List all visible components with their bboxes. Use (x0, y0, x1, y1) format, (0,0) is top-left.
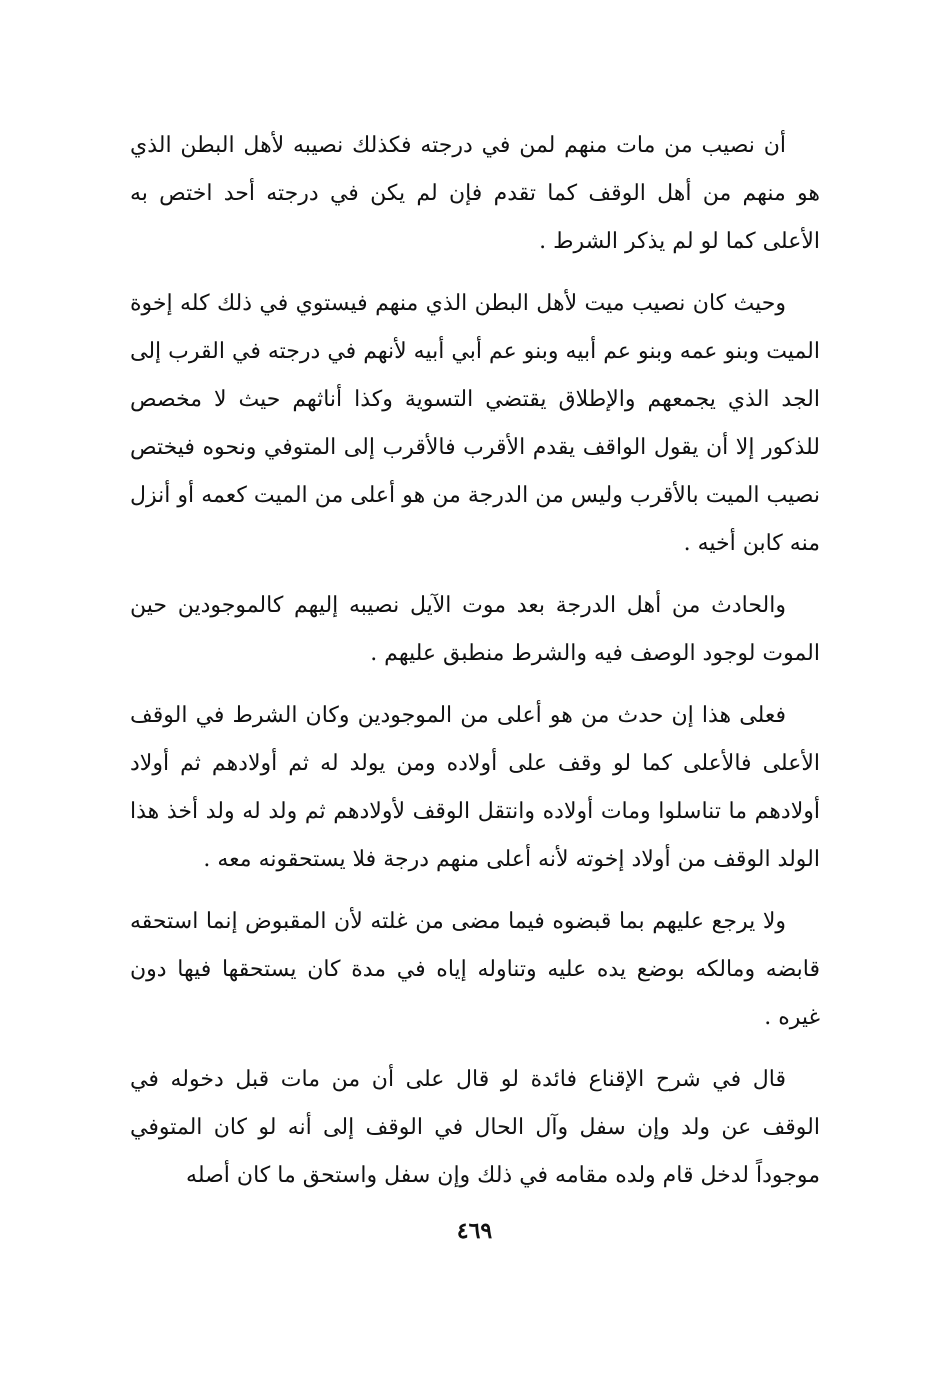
paragraph: وحيث كان نصيب ميت لأهل البطن الذي منهم فيستوي في ذلك كله إخوة الميت وبنو عمه وبنو عم أبيه وبنو عم أبي أبيه لأنهم في درجته في القرب إلى الجد الذي يجمعهم والإطلاق يقتضي التسوية وكذا أناثهم حيث لا مخصص للذكور إلا أن يقول الواقف يقدم الأقرب فالأقرب إلى المتوفي ونحوه فيختص نصيب الميت بالأقرب وليس من الدرجة من هو أعلى من الميت كعمه أو أنزل منه كابن أخيه . (130, 291, 820, 556)
paragraph: ولا يرجع عليهم بما قبضوه فيما مضى من غلته لأن المقبوض إنما استحقه قابضه ومالكه بوضع يده عليه وتناوله إياه في مدة كان يستحقها فيها دون غيره . (130, 909, 820, 1030)
paragraph: قال في شرح الإقناع فائدة لو قال على أن من مات قبل دخوله في الوقف عن ولد وإن سفل وآل الحال في الوقف إلى أنه لو كان المتوفي موجوداً لدخل قام ولده مقامه في ذلك وإن سفل واستحق ما كان أصله (130, 1067, 820, 1188)
paragraph: فعلى هذا إن حدث من هو أعلى من الموجودين وكان الشرط في الوقف الأعلى فالأعلى كما لو وقف على أولاده ومن يولد له ثم أولادهم ثم أولاد أولادهم ما تناسلوا ومات أولاده وانتقل الوقف لأولادهم ثم ولد له ولد أخذ هذا الولد الوقف من أولاد إخوته لأنه أعلى منهم درجة فلا يستحقونه معه . (130, 703, 820, 872)
body-text (130, 122, 820, 1214)
page-number: ٤٦٩ (456, 1218, 493, 1244)
paragraph: أن نصيب من مات منهم لمن في درجته فكذلك نصيبه لأهل البطن الذي هو منهم من أهل الوقف كما تقدم فإن لم يكن في درجته أحد اختص به الأعلى كما لو لم يذكر الشرط . (130, 133, 820, 254)
paragraph: والحادث من أهل الدرجة بعد موت الآيل نصيبه إليهم كالموجودين حين الموت لوجود الوصف فيه والشرط منطبق عليهم . (130, 593, 820, 666)
